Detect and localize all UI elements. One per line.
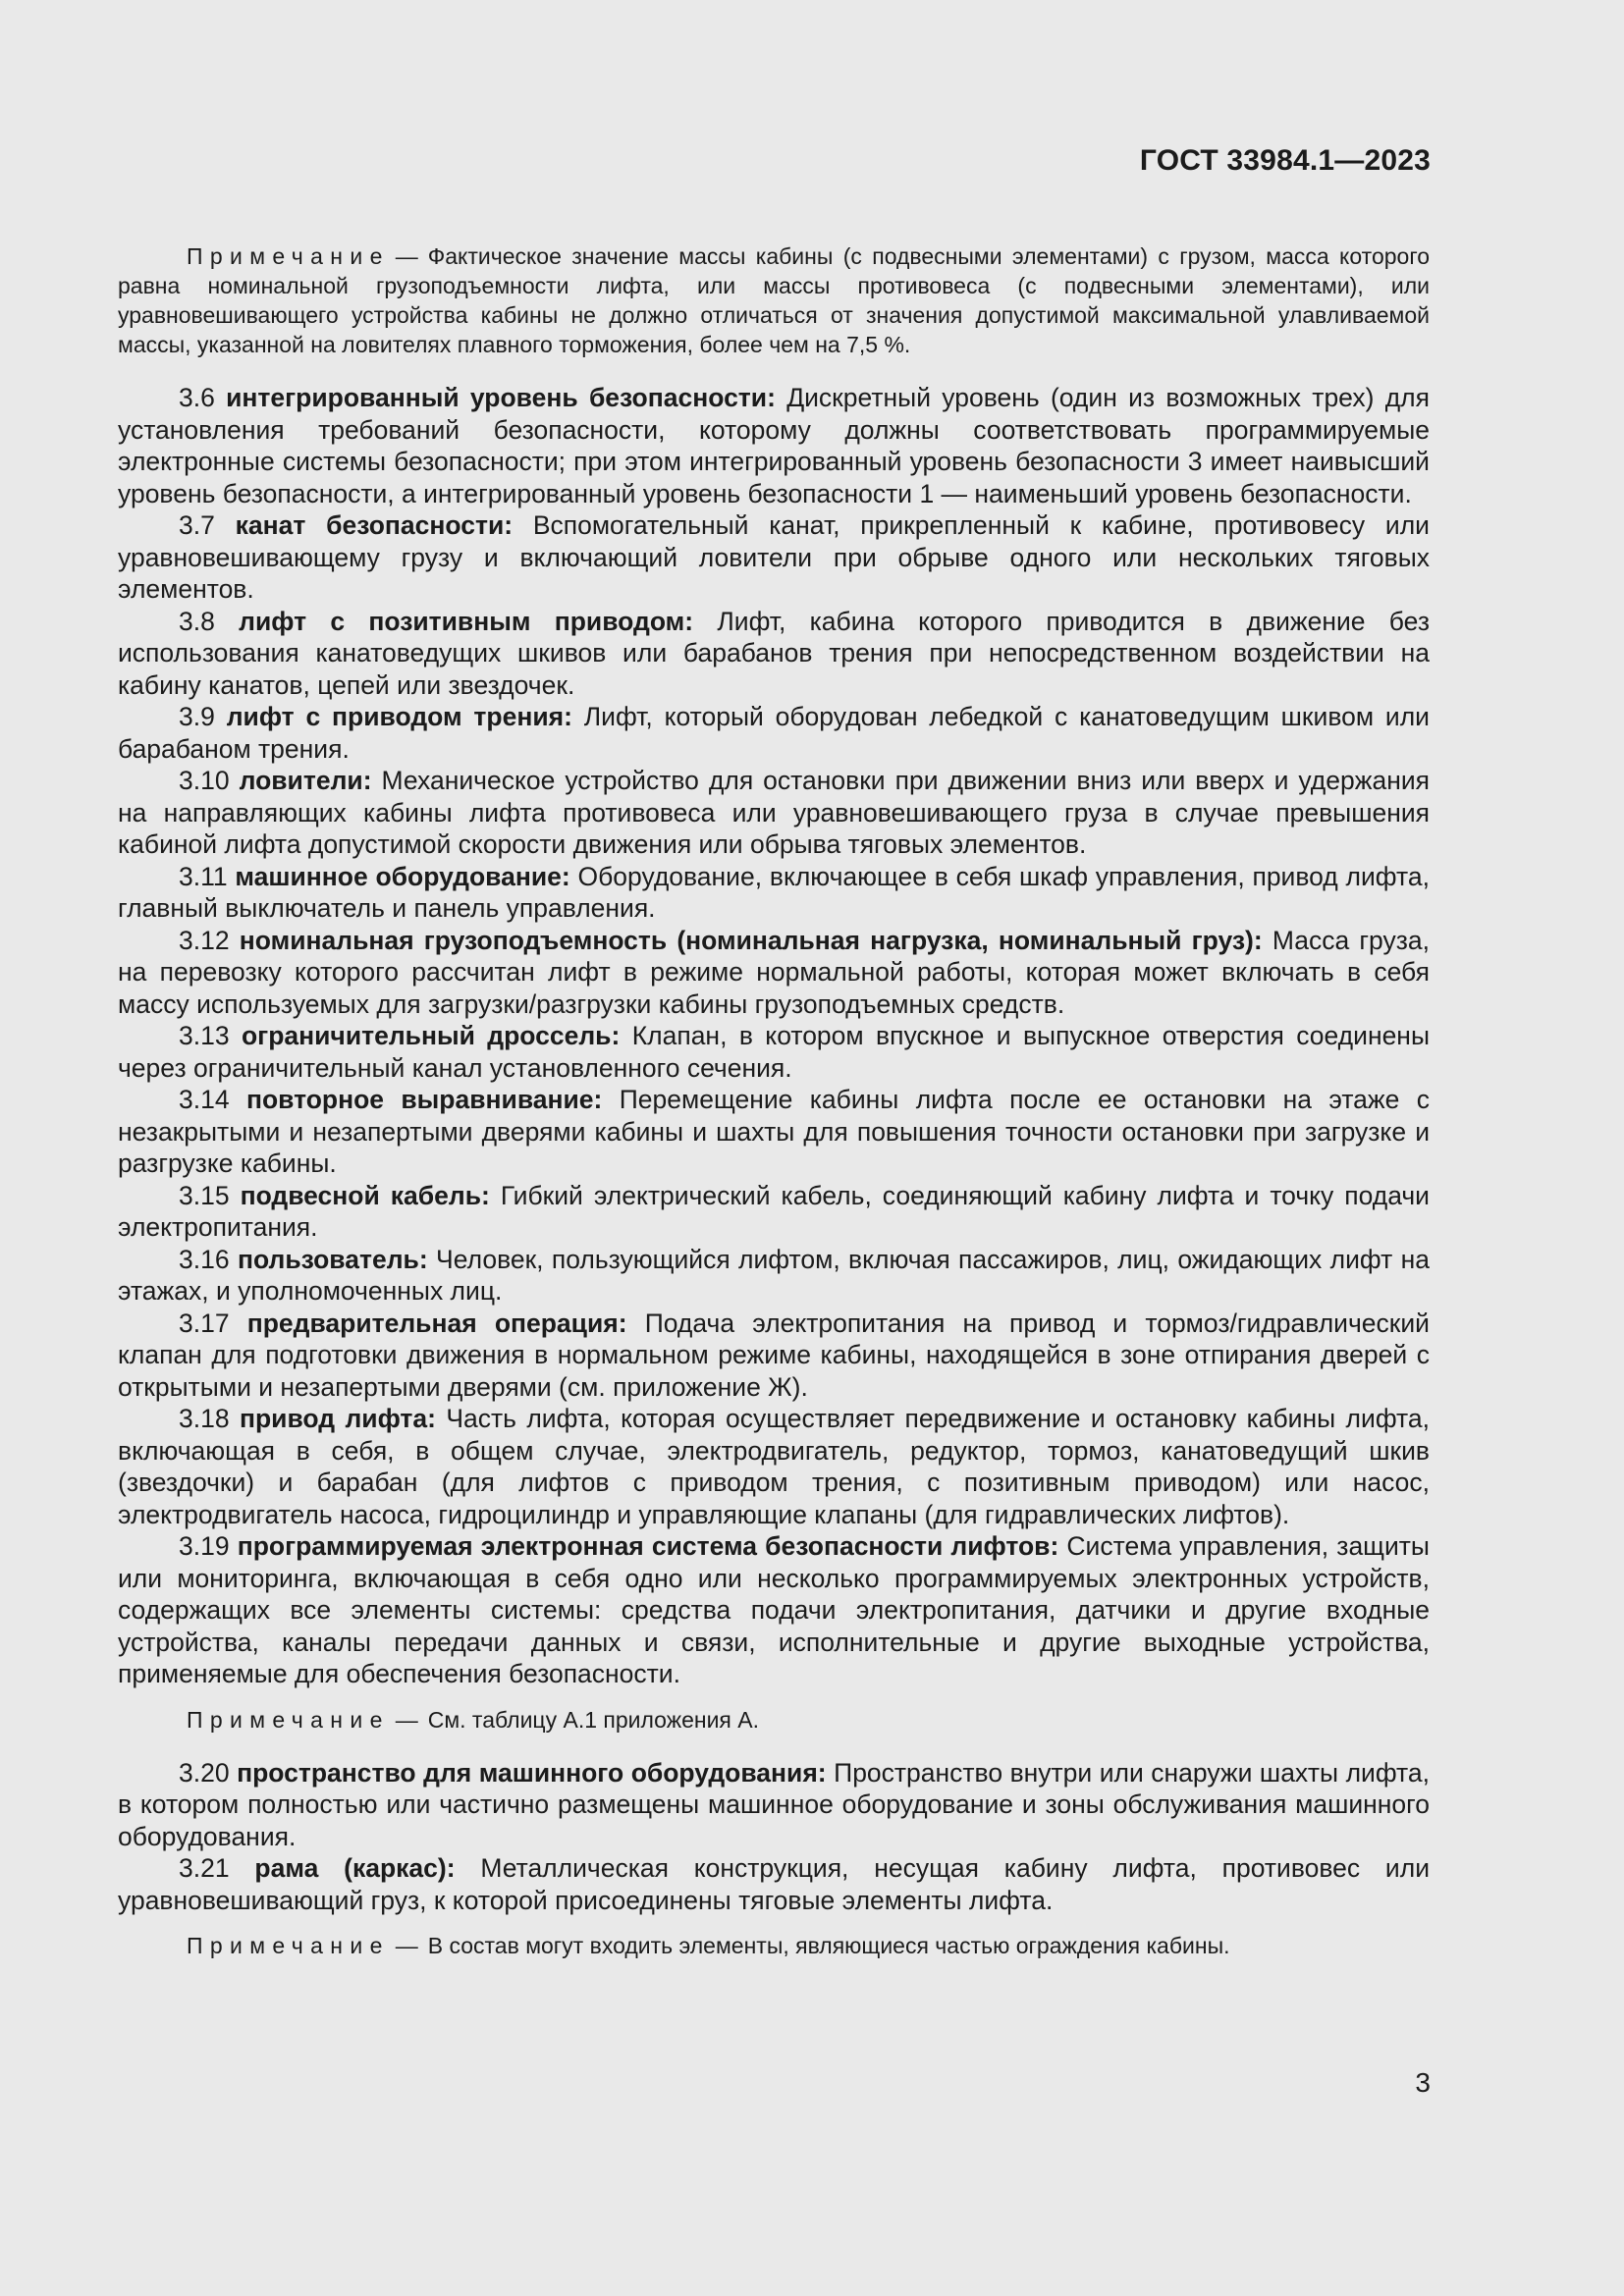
note-label: Примечание — [187, 243, 390, 269]
definition-number: 3.10 — [179, 766, 230, 795]
definition-text: Пространство внутри или снаружи шахты лифта, в котором полностью или частично размещены машинное оборудование и зоны обслуживания машинного оборудования. — [118, 1757, 1430, 1851]
definition-paragraph — [118, 1180, 1430, 1244]
note-text: Фактическое значение массы кабины (с подвесными элементами) с грузом, масса которого равна номинальной грузоподъемности лифта, или массы противовеса (с подвесными элементами), или уравновешивающего устройства кабины не должно отличаться от значения допустимой максимальной улавливаемой массы, указанной на ловителях плавного торможения, более чем на 7,5 %. — [118, 243, 1430, 357]
definition-number: 3.18 — [179, 1404, 230, 1433]
definition-paragraph — [118, 1020, 1430, 1084]
definition-term: машинное оборудование: — [235, 861, 570, 891]
definition-number: 3.7 — [179, 510, 215, 540]
definition-text: Часть лифта, которая осуществляет передвижение и остановку кабины лифта, включающая в себя, в общем случае, электродвигатель, редуктор, тормоз, канатоведущий шкив (звездочки) и барабан (для лифтов с приводом трения, с позитивным приводом) или насос, электродвигатель насоса, гидроцилиндр и управляющие клапаны (для гидравлических лифтов). — [118, 1404, 1430, 1529]
definition-paragraph — [118, 606, 1430, 702]
definition-term: ловители: — [239, 766, 372, 795]
definition-number: 3.21 — [179, 1853, 230, 1883]
definition-text: Гибкий электрический кабель, соединяющий кабину лифта и точку подачи электропитания. — [118, 1180, 1430, 1242]
definition-text: Масса груза, на перевозку которого рассчитан лифт в режиме нормальной работы, которая может включать в себя массу используемых для загрузки/разгрузки кабины грузоподъемных средств. — [118, 925, 1430, 1019]
definition-text: Перемещение кабины лифта после ее остановки на этаже с незакрытыми и незапертыми дверями кабины и шахты для повышения точности остановки при загрузке и разгрузке кабины. — [118, 1085, 1430, 1178]
definition-number: 3.13 — [179, 1021, 230, 1050]
definition-text: Механическое устройство для остановки при движении вниз или вверх и удержания на направляющих кабины лифта противовеса или уравновешивающего груза в случае превышения кабиной лифта допустимой скорости движения или обрыва тяговых элементов. — [118, 766, 1430, 859]
note-text: См. таблицу А.1 приложения А. — [427, 1706, 759, 1733]
definition-text: Вспомогательный канат, прикрепленный к кабине, противовесу или уравновешивающему грузу и включающий ловители при обрыве одного или нескольких тяговых элементов. — [118, 510, 1430, 604]
definition-term: канат безопасности: — [235, 510, 514, 540]
definition-term: интегрированный уровень безопасности: — [226, 383, 776, 412]
definition-term: лифт с позитивным приводом: — [239, 606, 694, 636]
note-dash: — — [395, 243, 418, 269]
definition-number: 3.12 — [179, 925, 230, 955]
note-paragraph — [118, 1705, 1430, 1735]
definition-number: 3.8 — [179, 606, 215, 636]
note-dash: — — [395, 1933, 418, 1958]
definition-term: ограничительный дроссель: — [241, 1021, 621, 1050]
definition-number: 3.15 — [179, 1180, 230, 1210]
definition-number: 3.20 — [179, 1757, 230, 1788]
definition-number: 3.19 — [179, 1531, 230, 1561]
note-label: Примечание — [187, 1933, 390, 1958]
definition-paragraph — [118, 701, 1430, 765]
definition-term: привод лифта: — [239, 1404, 436, 1433]
definition-term: повторное выравнивание: — [245, 1085, 603, 1114]
definition-paragraph — [118, 1308, 1430, 1404]
definition-text: Металлическая конструкция, несущая кабину лифта, противовес или уравновешивающий груз, к которой присоединены тяговые элементы лифта. — [118, 1853, 1430, 1915]
definition-term: подвесной кабель: — [240, 1180, 490, 1210]
definition-paragraph — [118, 509, 1430, 606]
note-label: Примечание — [187, 1706, 390, 1733]
definition-paragraph — [118, 1757, 1430, 1853]
definition-text: Лифт, который оборудован лебедкой с канатоведущим шкивом или барабаном трения. — [118, 702, 1430, 764]
definition-text: Дискретный уровень (один из возможных трех) для установления требований безопасности, которому должны соответствовать программируемые электронные системы безопасности; при этом интегрированный уровень безопасности 3 имеет наивысший уровень безопасности, а интегрированный уровень безопасности 1 — наименьший уровень безопасности. — [118, 383, 1430, 508]
definition-term: программируемая электронная система безопасности лифтов: — [237, 1531, 1059, 1561]
note-dash: — — [395, 1706, 418, 1733]
definition-text: Человек, пользующийся лифтом, включая пассажиров, лиц, ожидающих лифт на этажах, и уполномоченных лиц. — [118, 1244, 1430, 1306]
definition-text: Лифт, кабина которого приводится в движение без использования канатоведущих шкивов или барабанов трения при непосредственном воздействии на кабину канатов, цепей или звездочек. — [118, 606, 1430, 700]
definition-term: пространство для машинного оборудования: — [237, 1757, 827, 1788]
definition-paragraph — [118, 925, 1430, 1021]
definition-paragraph — [118, 1852, 1430, 1916]
definition-paragraph — [118, 382, 1430, 509]
standard-number-header: ГОСТ 33984.1—2023 — [1139, 144, 1431, 177]
page-number: 3 — [1415, 2067, 1431, 2098]
note-paragraph — [118, 241, 1430, 359]
definition-text: Подача электропитания на привод и тормоз/гидравлический клапан для подготовки движения в нормальном режиме кабины, находящейся в зоне отпирания дверей с открытыми и незапертыми дверями (см. приложение Ж). — [118, 1308, 1430, 1402]
definition-number: 3.11 — [179, 861, 228, 891]
definition-paragraph — [118, 1244, 1430, 1308]
definition-term: номинальная грузоподъемность (номинальная нагрузка, номинальный груз): — [239, 925, 1263, 955]
definition-number: 3.16 — [179, 1244, 230, 1274]
definition-number: 3.6 — [179, 383, 215, 412]
note-paragraph — [118, 1931, 1430, 1960]
definition-text: Оборудование, включающее в себя шкаф управления, привод лифта, главный выключатель и панель управления. — [118, 861, 1430, 923]
definition-paragraph — [118, 1403, 1430, 1530]
note-text: В состав могут входить элементы, являющиеся частью ограждения кабины. — [427, 1933, 1230, 1958]
definition-number: 3.14 — [179, 1085, 230, 1114]
definition-text: Система управления, защиты или мониторинга, включающая в себя одно или несколько программируемых электронных устройств, содержащих все элементы системы: средства подачи электропитания, датчики и другие входные устройства, каналы передачи данных и связи, исполнительные и другие выходные устройства, применяемые для обеспечения безопасности. — [118, 1531, 1430, 1688]
definition-paragraph — [118, 1530, 1430, 1690]
definition-term: рама (каркас): — [254, 1853, 456, 1883]
page-content — [118, 227, 1430, 1983]
definition-term: пользователь: — [237, 1244, 428, 1274]
definition-text: Клапан, в котором впускное и выпускное отверстия соединены через ограничительный канал установленного сечения. — [118, 1021, 1430, 1083]
definition-number: 3.17 — [179, 1308, 230, 1338]
definition-paragraph — [118, 861, 1430, 925]
definition-paragraph — [118, 1084, 1430, 1180]
definition-term: предварительная операция: — [246, 1308, 627, 1338]
definition-term: лифт с приводом трения: — [226, 702, 572, 731]
definition-paragraph — [118, 765, 1430, 861]
definition-number: 3.9 — [179, 702, 215, 731]
